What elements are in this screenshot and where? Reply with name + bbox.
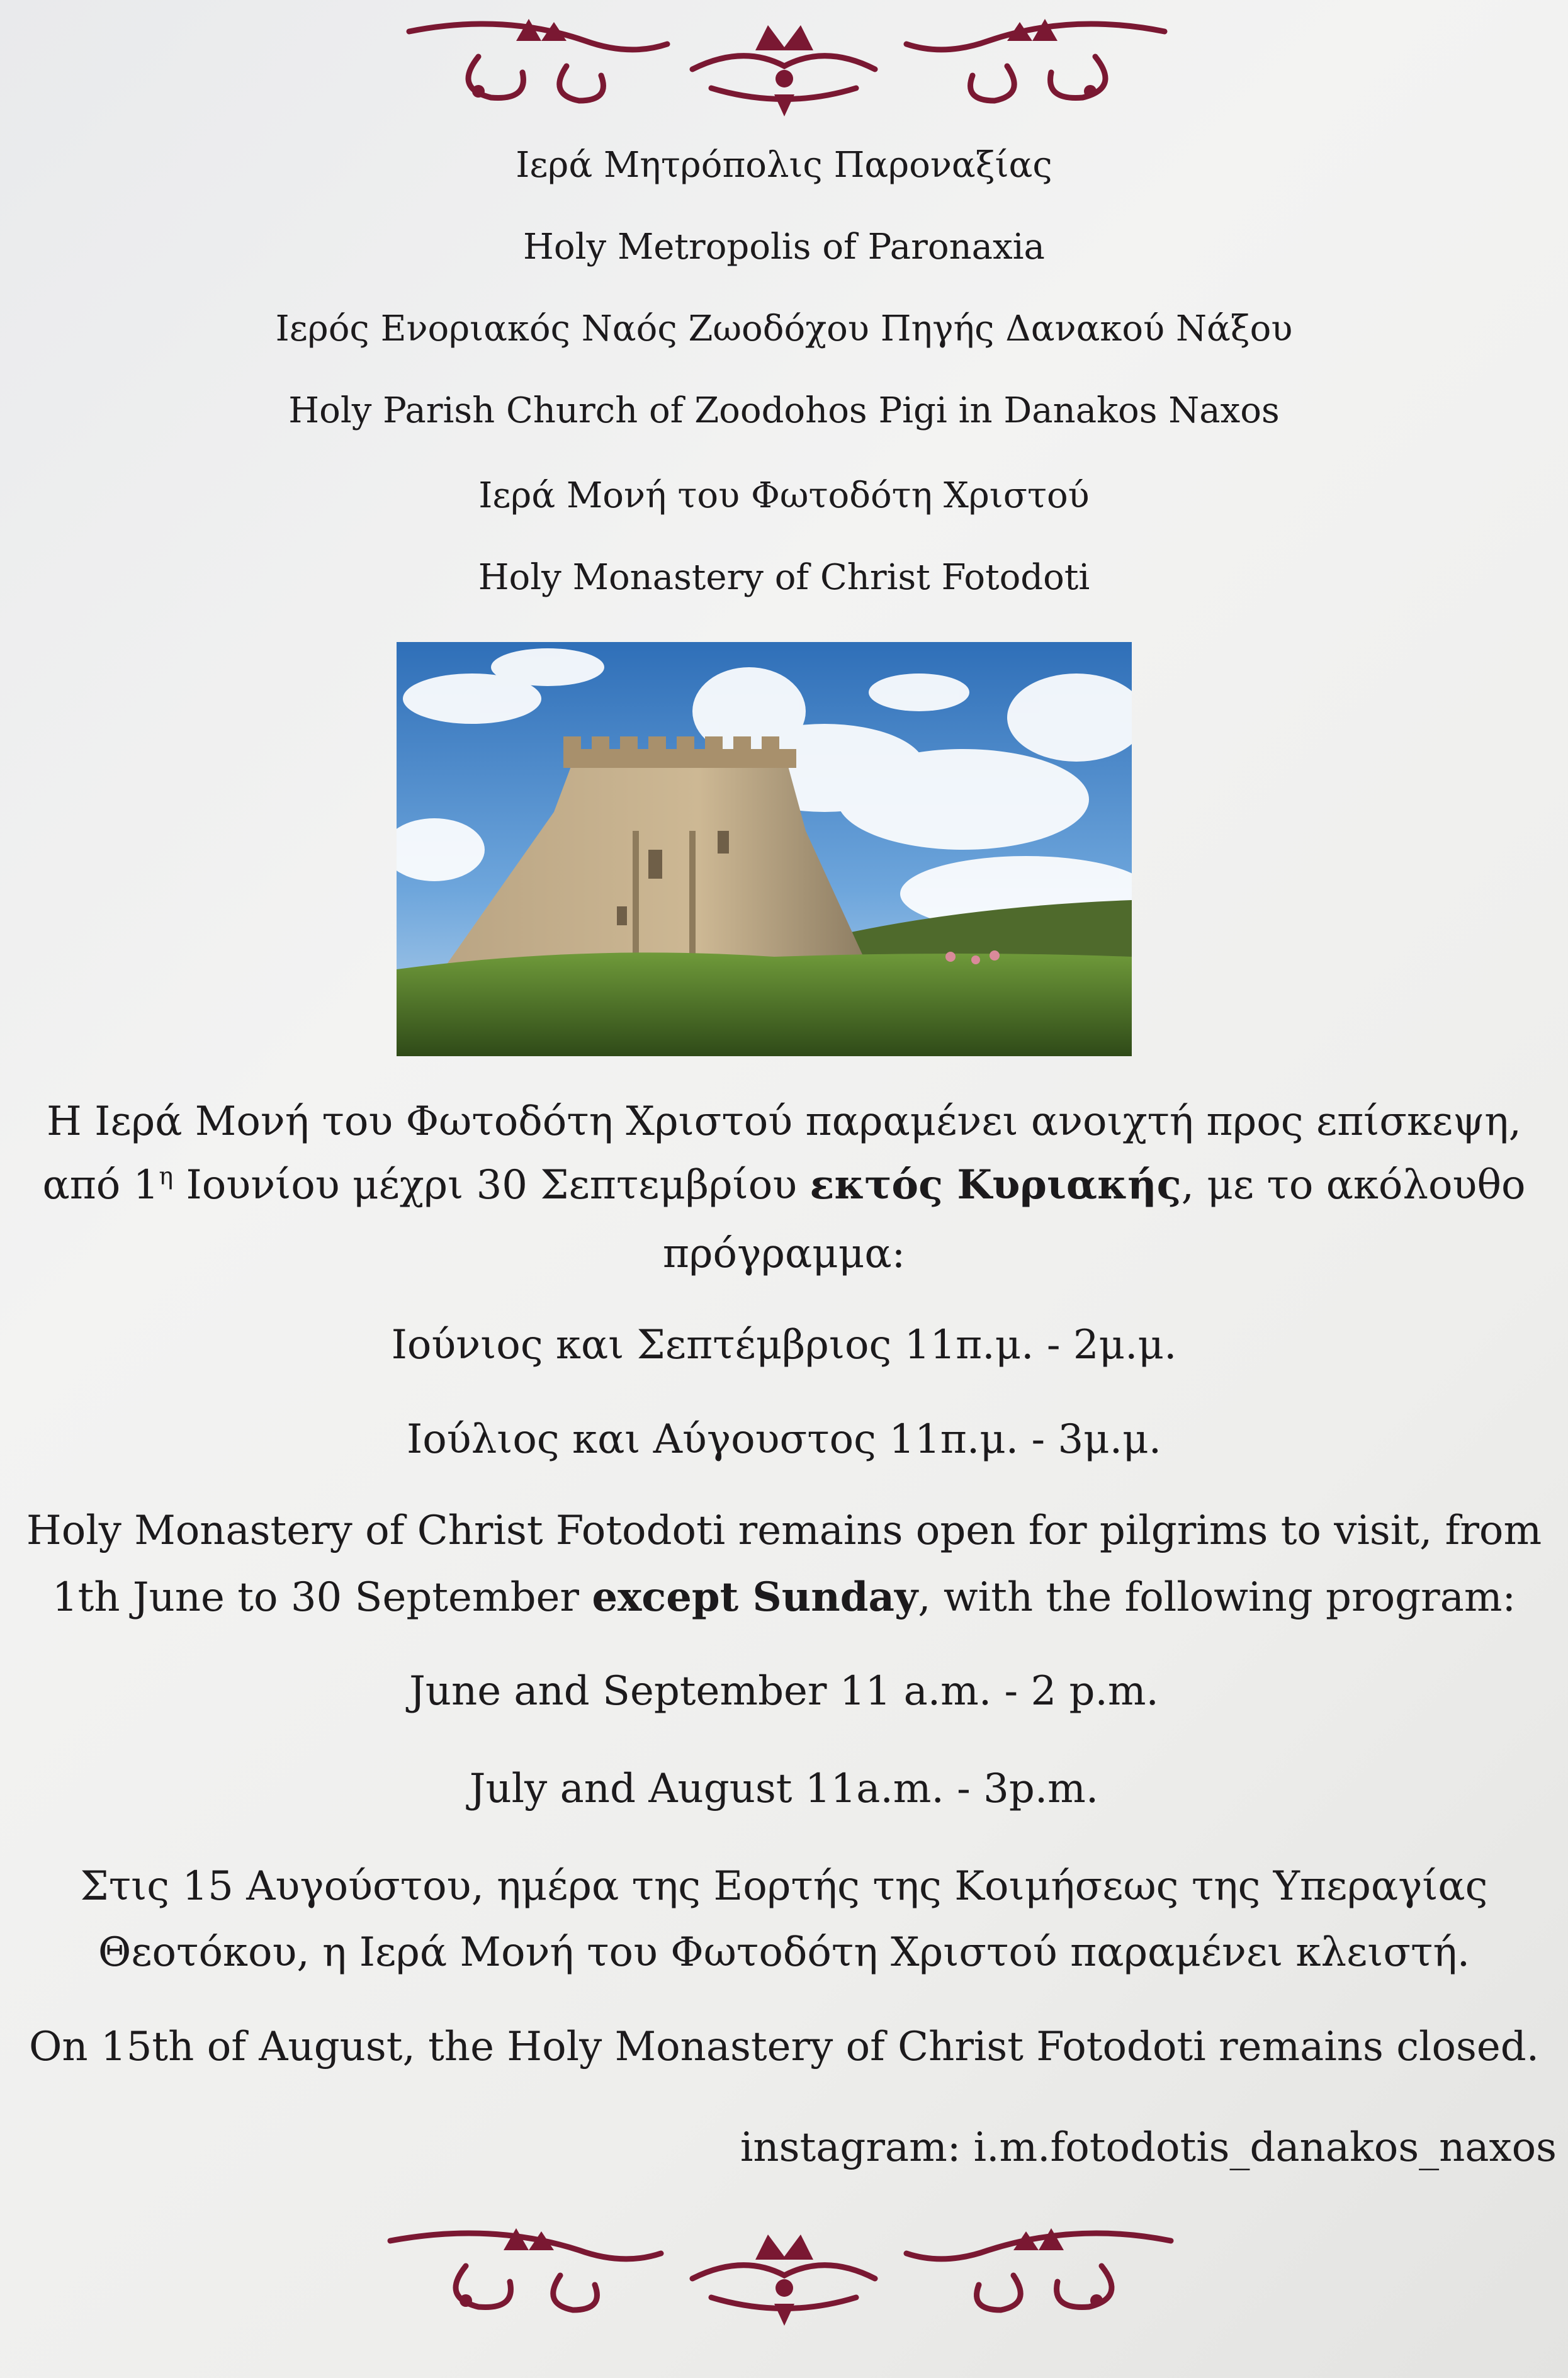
top-ornament bbox=[0, 6, 1568, 132]
header-metropolis-english: Holy Metropolis of Paronaxia bbox=[523, 227, 1045, 268]
english-schedule-june-september: June and September 11 a.m. - 2 p.m. bbox=[409, 1668, 1159, 1715]
greek-schedule-june-september: Ιούνιος και Σεπτέμβριος 11π.μ. - 2μ.μ. bbox=[391, 1322, 1177, 1368]
monastery-photo bbox=[397, 642, 1132, 1056]
greek-notice-line1: Η Ιερά Μονή του Φωτοδότη Χριστού παραμένει ανοιχτή προς επίσκεψη, bbox=[47, 1098, 1521, 1145]
closure-greek-line1: Στις 15 Αυγούστου, ημέρα της Εορτής της Κοιμήσεως της Υπεραγίας bbox=[80, 1863, 1488, 1910]
instagram-handle: instagram: i.m.fotodotis_danakos_naxos bbox=[740, 2124, 1557, 2171]
closure-greek-line2: Θεοτόκου, η Ιερά Μονή του Φωτοδότη Χριστού παραμένει κλειστή. bbox=[98, 1929, 1470, 1976]
closure-english: On 15th of August, the Holy Monastery of Christ Fotodoti remains closed. bbox=[28, 2024, 1540, 2070]
english-except-sunday: except Sunday bbox=[592, 1574, 918, 1621]
greek-notice-line3: πρόγραμμα: bbox=[662, 1231, 906, 1277]
header-monastery-greek: Ιερά Μονή του Φωτοδότη Χριστού bbox=[478, 475, 1090, 516]
header-metropolis-greek: Ιερά Μητρόπολις Παροναξίας bbox=[516, 145, 1052, 186]
english-notice-line1: Holy Monastery of Christ Fotodoti remains open for pilgrims to visit, from bbox=[26, 1507, 1542, 1554]
greek-notice-line2: από $1^\eta$ Ιουνίου μέχρι 30 Σεπτεμβρίου εκτός Κυριακής, με το ακόλουθο bbox=[42, 1161, 1526, 1209]
bottom-ornament bbox=[0, 2216, 1568, 2341]
greek-schedule-july-august: Ιούλιος και Αύγουστος 11π.μ. - 3μ.μ. bbox=[406, 1416, 1162, 1463]
header-monastery-english: Holy Monastery of Christ Fotodoti bbox=[478, 557, 1090, 598]
greek-except-sunday: εκτός Κυριακής bbox=[809, 1161, 1182, 1209]
english-schedule-july-august: July and August 11a.m. - 3p.m. bbox=[469, 1766, 1099, 1812]
header-parish-greek: Ιερός Ενοριακός Ναός Ζωοδόχου Πηγής Δανακού Νάξου bbox=[275, 308, 1293, 349]
header-parish-english: Holy Parish Church of Zoodohos Pigi in Danakos Naxos bbox=[288, 390, 1280, 431]
english-notice-line2: 1th June to 30 September except Sunday, with the following program: bbox=[52, 1574, 1516, 1621]
